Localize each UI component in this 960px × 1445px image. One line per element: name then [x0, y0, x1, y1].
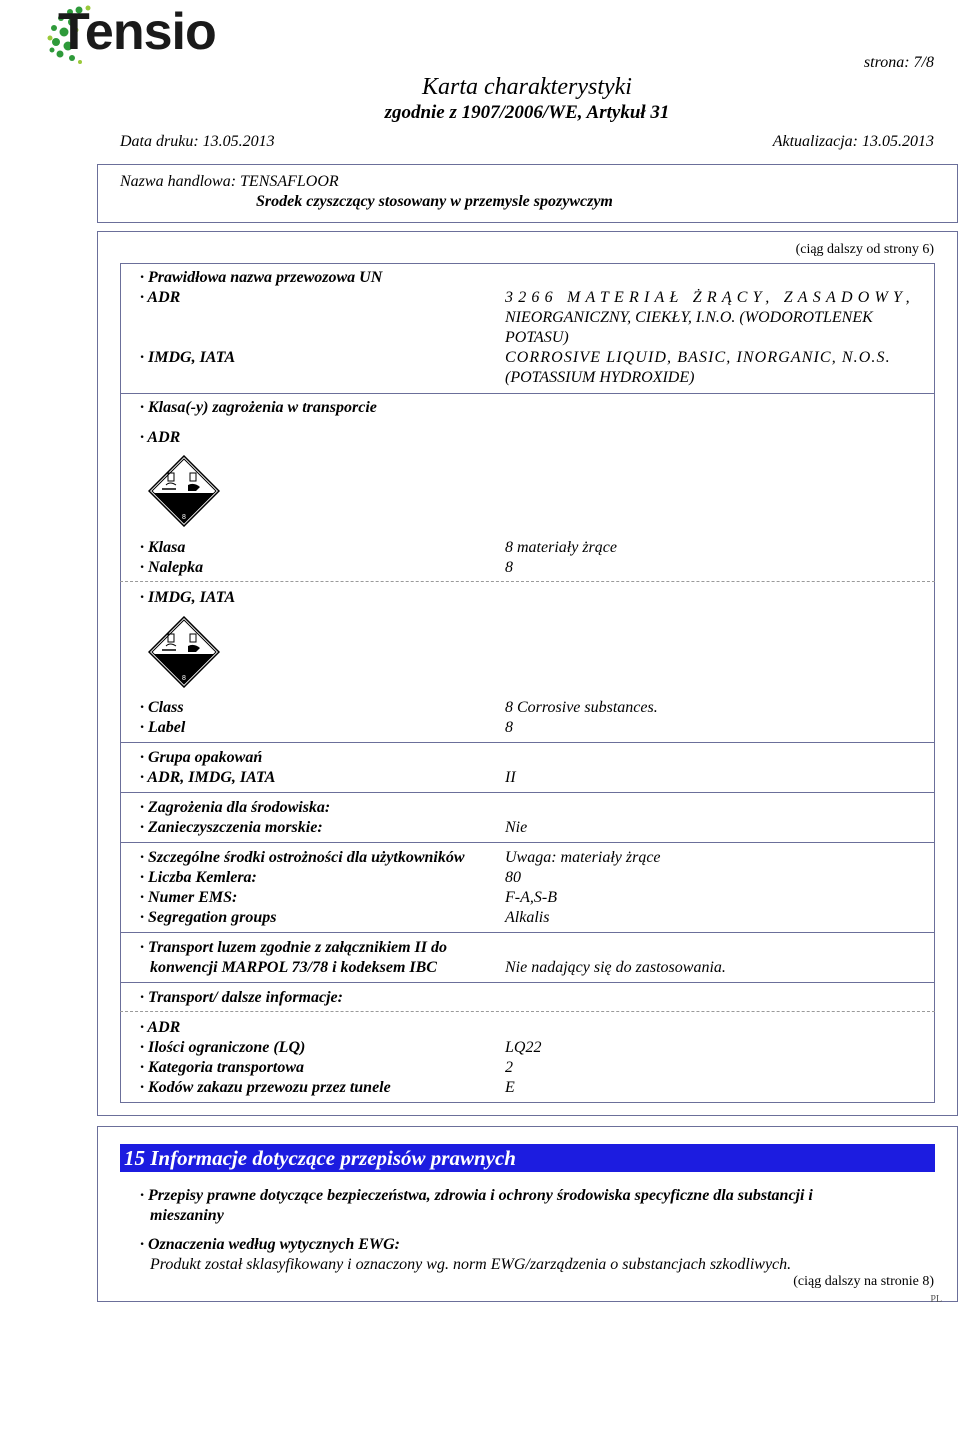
tunnel-code-value: E [505, 1079, 515, 1096]
kemler-label: · Liczba Kemlera: [140, 869, 257, 886]
dashed-divider [120, 1011, 935, 1012]
packing-value: II [505, 769, 516, 786]
class-value: 8 Corrosive substances. [505, 699, 658, 716]
tunnel-code-label: · Kodów zakazu przewozu przez tunele [140, 1079, 391, 1096]
segregation-label: · Segregation groups [140, 909, 277, 926]
un-name-label: · Prawidłowa nazwa przewozowa UN [140, 269, 383, 286]
nalepka-value: 8 [505, 559, 513, 576]
regulations-label-1: · Przepisy prawne dotyczące bezpieczeństwa, zdrowia i ochrony środowiska specyficzne dla substancji i [140, 1187, 813, 1204]
packing-sub-label: · ADR, IMDG, IATA [140, 769, 276, 786]
divider [120, 842, 935, 843]
continued-from: (ciąg dalszy od strony 6) [795, 242, 934, 257]
dashed-divider [120, 581, 935, 582]
label-value: 8 [505, 719, 513, 736]
regulations-label-2: mieszaniny [150, 1207, 224, 1224]
divider [120, 263, 935, 264]
document-subtitle: zgodnie z 1907/2006/WE, Artykuł 31 [384, 102, 670, 123]
corrosive-pictogram-icon [148, 455, 220, 527]
divider [120, 393, 935, 394]
ewg-label: · Oznaczenia według wytycznych EWG: [140, 1236, 400, 1253]
marpol-label-1: · Transport luzem zgodnie z załącznikiem II do [140, 939, 448, 956]
further-adr-label: · ADR [140, 1019, 181, 1036]
further-info-label: · Transport/ dalsze informacje: [140, 989, 343, 1006]
un-imdg-label: · IMDG, IATA [140, 349, 236, 366]
transport-category-label: · Kategoria transportowa [140, 1059, 305, 1076]
un-adr-value-3: POTASU) [505, 329, 569, 346]
label-label: · Label [140, 719, 186, 736]
hazard-adr-label: · ADR [140, 429, 181, 446]
transport-category-value: 2 [505, 1059, 513, 1076]
document-title: Karta charakterystyki [422, 74, 632, 100]
ems-value: F-A,S-B [505, 889, 557, 906]
lq-value: LQ22 [505, 1039, 542, 1056]
segregation-value: Alkalis [505, 909, 550, 926]
section-15-header [120, 1144, 935, 1172]
marpol-value: Nie nadający się do zastosowania. [505, 959, 726, 976]
ems-label: · Numer EMS: [140, 889, 238, 906]
hazard-class-label: · Klasa(-y) zagrożenia w transporcie [140, 399, 377, 416]
un-imdg-value-2: (POTASSIUM HYDROXIDE) [505, 369, 695, 386]
packing-label: · Grupa opakowań [140, 749, 263, 766]
continued-on: (ciąg dalszy na stronie 8) [793, 1274, 934, 1289]
divider [120, 792, 935, 793]
logo-text: Tensio [58, 3, 216, 61]
special-precautions-label: · Szczególne środki ostrożności dla użytkowników [140, 849, 465, 866]
class-label: · Class [140, 699, 184, 716]
marine-label: · Zanieczyszczenia morskie: [140, 819, 323, 836]
hazard-imdg-label: · IMDG, IATA [140, 589, 236, 606]
un-adr-label: · ADR [140, 289, 181, 306]
trade-name: Nazwa handlowa: TENSAFLOOR [120, 173, 339, 190]
marpol-label-2: konwencji MARPOL 73/78 i kodeksem IBC [150, 959, 437, 976]
un-adr-value-2: NIEORGANICZNY, CIEKŁY, I.N.O. (WODOROTLENEK [505, 309, 873, 326]
klasa-value: 8 materiały żrące [505, 539, 617, 556]
svg-text:8: 8 [182, 514, 186, 521]
kemler-value: 80 [505, 869, 521, 886]
corrosive-pictogram-icon [148, 616, 220, 688]
ewg-value: Produkt został sklasyfikowany i oznaczony wg. norm EWG/zarządzenia o substancjach szkodliwych. [150, 1256, 792, 1273]
svg-text:8: 8 [182, 675, 186, 682]
trade-description: Srodek czyszczący stosowany w przemysle spozywczym [256, 193, 613, 210]
divider [120, 982, 935, 983]
klasa-label: · Klasa [140, 539, 186, 556]
section-15-title: 15 Informacje dotyczące przepisów prawnych [124, 1146, 516, 1170]
nalepka-label: · Nalepka [140, 559, 204, 576]
lq-label: · Ilości ograniczone (LQ) [140, 1039, 306, 1056]
page-number: strona: 7/8 [863, 54, 934, 71]
divider [120, 932, 935, 933]
marine-value: Nie [505, 819, 528, 836]
update-date: Aktualizacja: 13.05.2013 [772, 133, 934, 150]
special-precautions-value: Uwaga: materiały żrące [505, 849, 661, 866]
un-imdg-value-1: CORROSIVE LIQUID, BASIC, INORGANIC, N.O.S. [505, 349, 891, 366]
un-adr-value-1: 3266 MATERIAŁ ŻRĄCY, ZASADOWY, [505, 289, 915, 306]
environment-label: · Zagrożenia dla środowiska: [140, 799, 331, 816]
language-code: PL [930, 1294, 942, 1305]
print-date: Data druku: 13.05.2013 [120, 133, 275, 150]
divider [120, 742, 935, 743]
